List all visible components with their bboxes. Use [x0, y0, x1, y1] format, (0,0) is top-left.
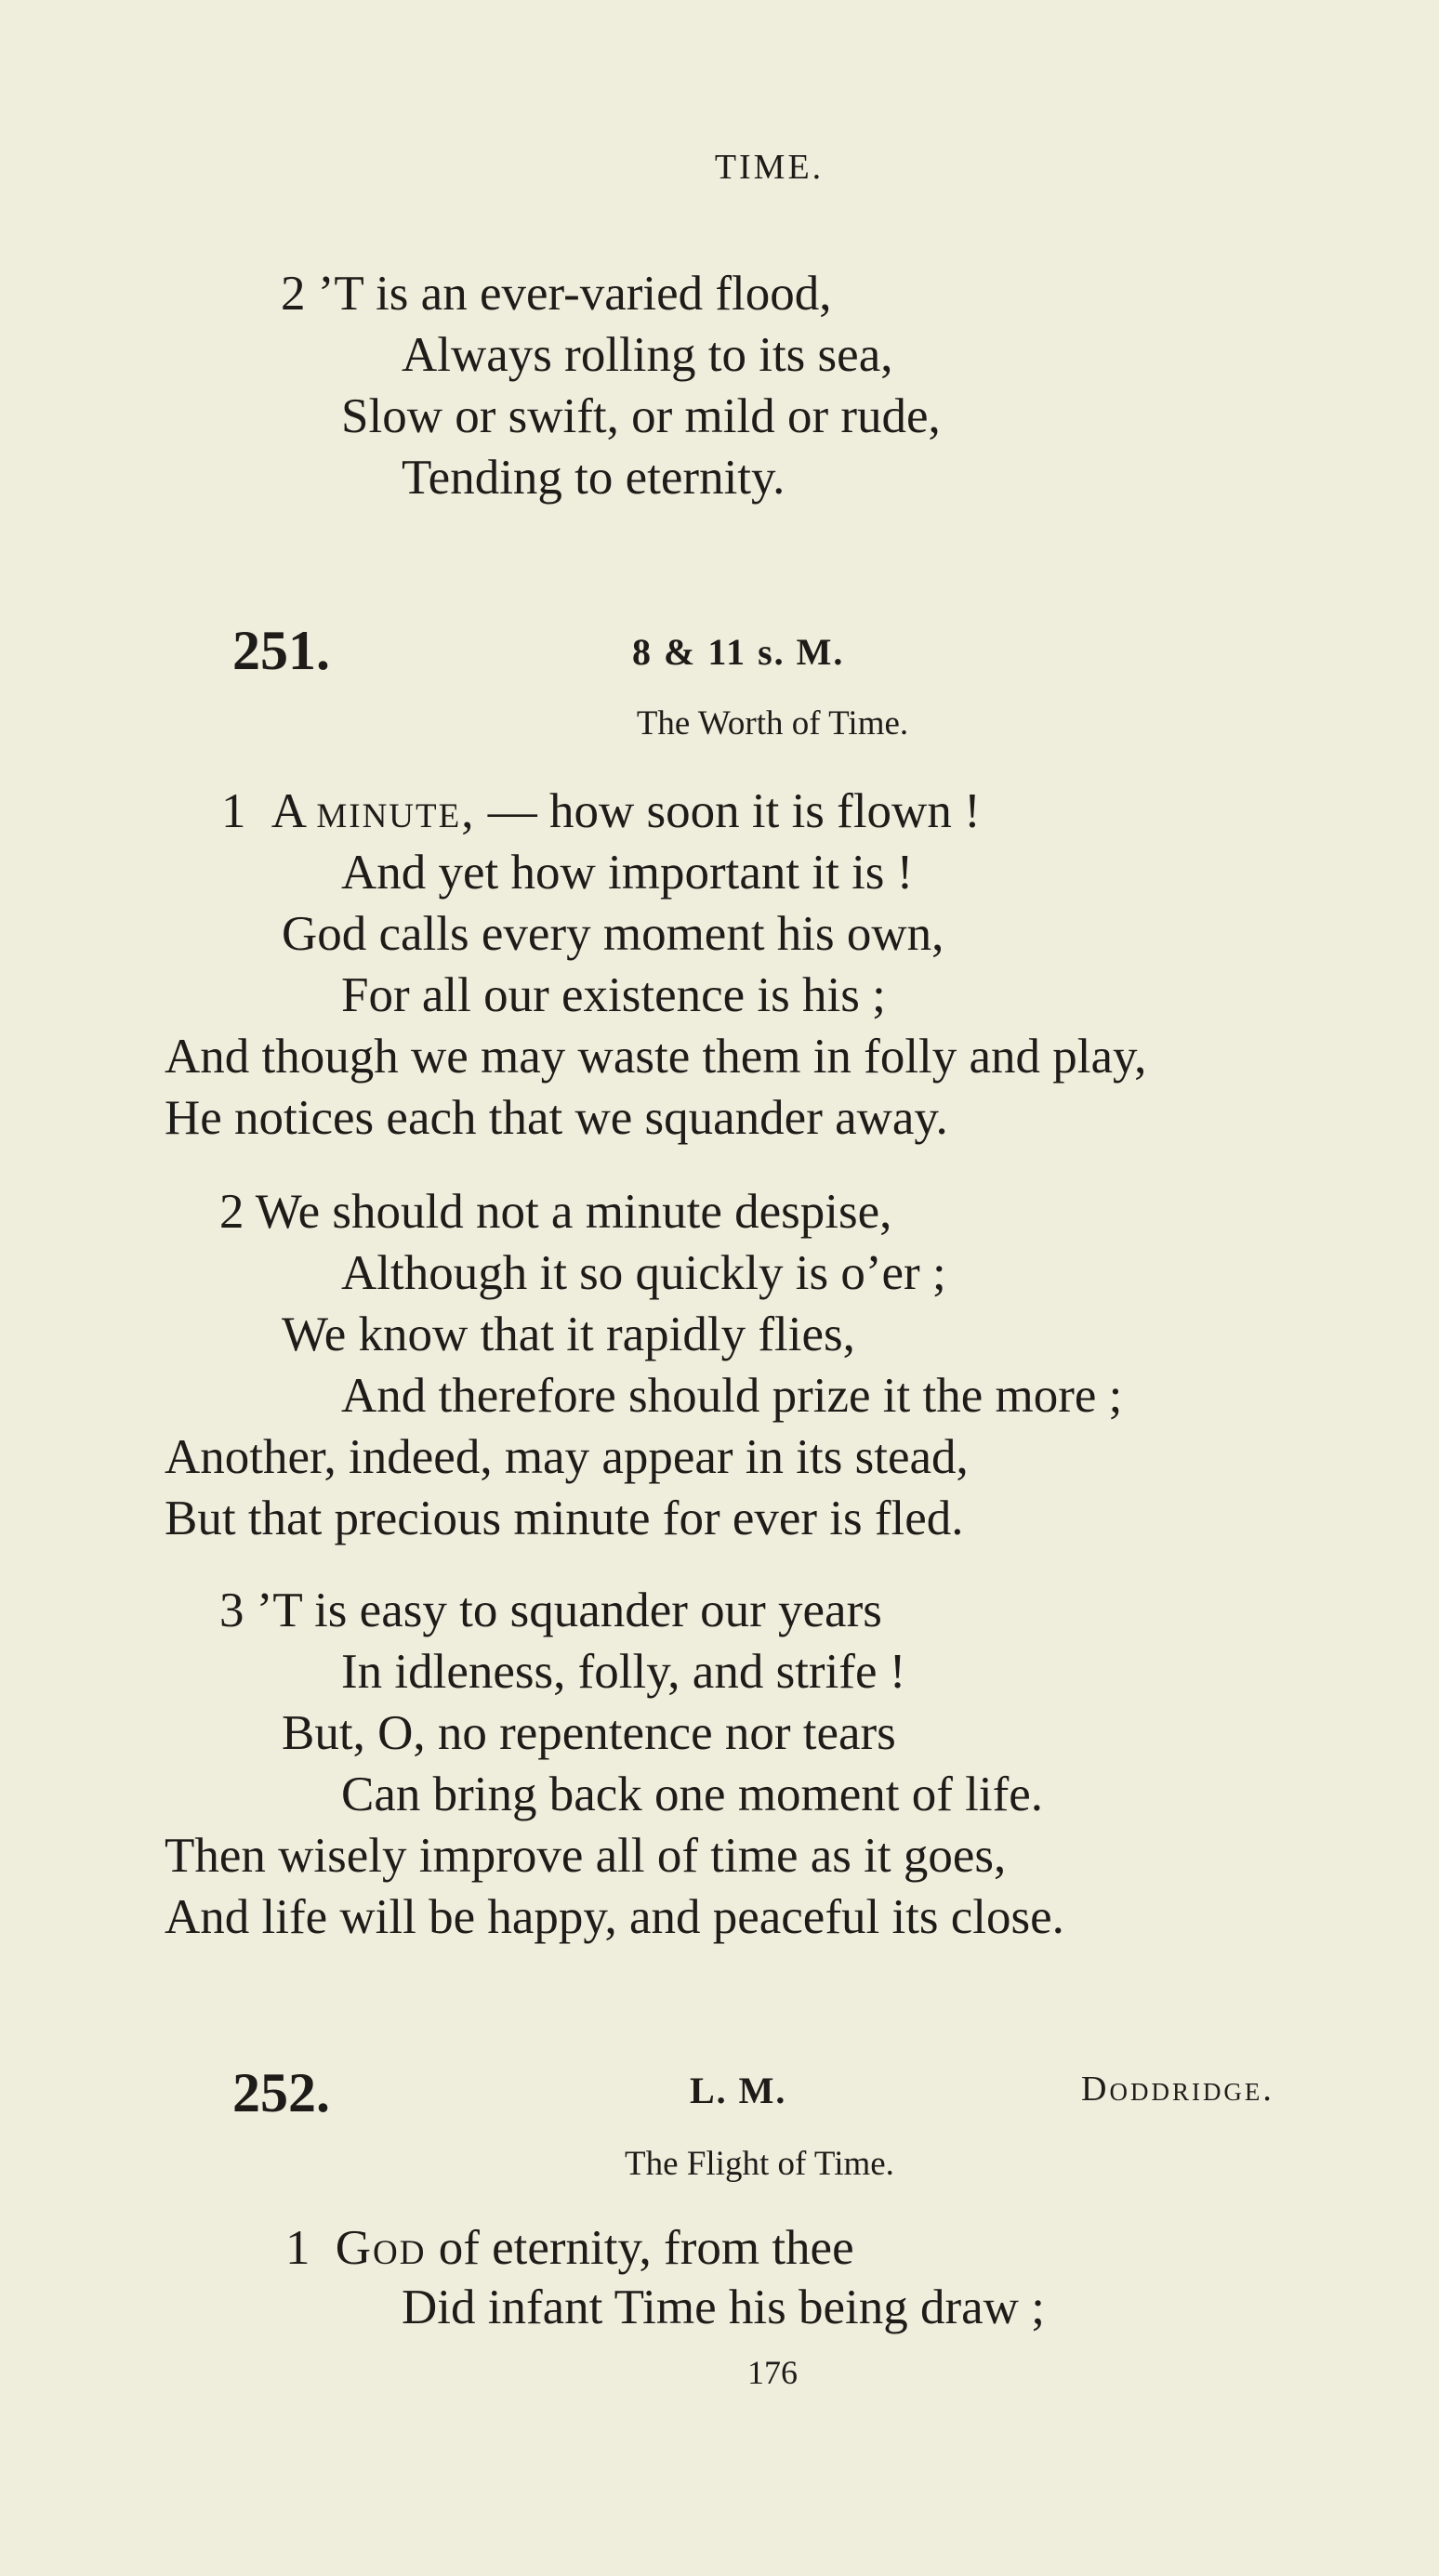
verse-line: Then wisely improve all of time as it goes,	[165, 1829, 1007, 1883]
verse-line: Did infant Time his being draw ;	[402, 2280, 1045, 2334]
verse-line: Tending to eternity.	[402, 451, 786, 505]
stanza-number: 1	[221, 784, 246, 838]
hymn-meter: L. M.	[690, 2070, 787, 2111]
verse-line: God calls every moment his own,	[282, 907, 944, 961]
hymn-number: 252.	[232, 2062, 330, 2123]
hymn-author: Doddridge.	[1081, 2070, 1274, 2109]
verse-line: And therefore should prize it the more ;	[341, 1369, 1123, 1423]
running-head: TIME.	[714, 148, 825, 187]
verse-line: For all our existence is his ;	[341, 968, 886, 1022]
verse-line: And yet how important it is !	[341, 846, 914, 900]
verse-line: Slow or swift, or mild or rude,	[341, 389, 941, 443]
stanza-number: 1	[285, 2221, 310, 2275]
verse-line: And though we may waste them in folly and play,	[165, 1030, 1147, 1084]
hymn-title: The Worth of Time.	[636, 704, 909, 743]
verse-text: of eternity, from thee	[438, 2221, 854, 2275]
verse-line: Can bring back one moment of life.	[341, 1768, 1044, 1821]
verse-text: — how soon it is flown !	[487, 784, 981, 838]
small-caps-word: minute,	[316, 784, 476, 838]
verse-line: 3 ’T is easy to squander our years	[219, 1584, 882, 1637]
verse-line: 2 We should not a minute despise,	[219, 1185, 892, 1239]
verse-line: In idleness, folly, and strife !	[341, 1645, 906, 1699]
verse-line: Although it so quickly is o’er ;	[341, 1246, 946, 1300]
page-number: 176	[747, 2354, 798, 2391]
verse-line: And life will be happy, and peaceful its close.	[165, 1890, 1064, 1944]
verse-line: We know that it rapidly flies,	[282, 1308, 855, 1361]
verse-line: Always rolling to its sea,	[402, 328, 893, 382]
first-word: A	[271, 784, 305, 838]
hymn-meter: 8 & 11 s. M.	[632, 631, 845, 673]
small-caps-word: God	[335, 2221, 427, 2275]
verse-line: He notices each that we squander away.	[165, 1091, 948, 1145]
verse-line: But that precious minute for ever is fled.	[165, 1492, 964, 1545]
verse-line: Another, indeed, may appear in its stead,	[165, 1430, 969, 1484]
hymn-number: 251.	[232, 620, 330, 681]
verse-line	[221, 781, 981, 842]
verse-line	[285, 2217, 854, 2279]
verse-line: But, O, no repentence nor tears	[282, 1706, 896, 1760]
hymn-title: The Flight of Time.	[625, 2145, 894, 2183]
verse-line: 2 ’T is an ever-varied flood,	[281, 267, 832, 321]
